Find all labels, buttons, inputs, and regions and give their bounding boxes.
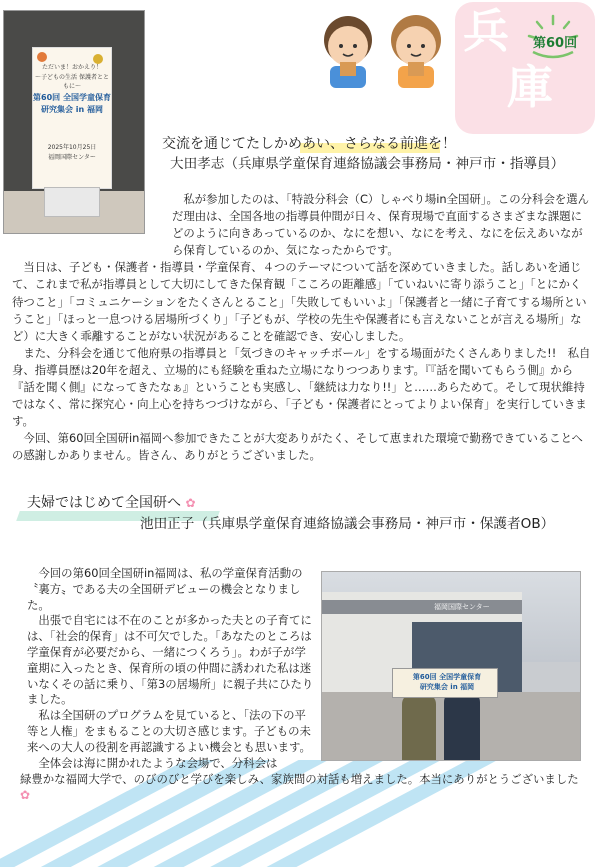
section1-author: 大田孝志（兵庫県学童保育連絡協議会事務局・神戸市・指導員） [170, 156, 565, 172]
paragraph: 今回、第60回全国研in福岡へ参加できたことが大変ありがたく、そして恵まれた環境で勤務できていることへの感謝しかありません。皆さん、ありがとうございました。 [12, 431, 583, 463]
building-band [322, 600, 522, 614]
section2-closing [20, 772, 580, 804]
poster-line: ただいま！おかえり！ [41, 64, 102, 71]
banner-line: 第60回 全国学童保育 [412, 673, 482, 681]
section2-title-text: 夫婦ではじめて全国研へ [27, 495, 181, 511]
badge-kanji-top: 兵 [463, 4, 509, 58]
paragraph: 今回の第60回全国研in福岡は、私の学童保育活動の〝裏方〟である夫の全国研デビューの機会となりました。 [27, 566, 303, 612]
poster-line: ～子どもの生活 保護者とともに～ [35, 74, 109, 90]
person-left [402, 694, 436, 760]
section2-title [27, 492, 196, 512]
children-illustration-icon [308, 10, 458, 90]
badge-edition: 第60回 [533, 36, 578, 51]
paragraph: 当日は、子ども・保護者・指導員・学童保育、４つのテーマについて話を深めていきました。話しあいを通じて、これまで私が指導員として大切にしてきた保育観「こころの距離感」「ていねいに寄り添うこと」「とにかく待つこと」「コミュニケーションをたくさんとること」「失敗してもいいよ」「保護者と一緒に子育てする場所ということ」「ほっと一息つける居場所づくり」「子どもが、学校の先生や保護者にも言えないことが言える場所」など）に大きく乖離することがない状況があることを確認でき、安心しました。 [12, 260, 587, 343]
poster-line: 福岡国際センター [48, 154, 96, 161]
closing-text: 緑豊かな福岡大学で、のびのびと学びを楽しみ、家族間の対話も増えました。本当にありがとうございました [20, 772, 579, 786]
conference-banner [392, 668, 498, 698]
prefecture-badge [455, 2, 595, 134]
section1-body [12, 191, 592, 465]
building-sign: 福岡国際センター [434, 603, 490, 611]
badge-kanji-bottom: 庫 [507, 60, 553, 114]
paragraph: 出張で自宅には不在のことが多かった夫との子育てには、「社会的保育」は不可欠でした。「あなたのところは学童保育が必要だから、一緒につくろう」。わが子が学童期に入ったとき、保育所の頃の仲間に誘われた私は迷いなくその話に乗り、「第3の居場所」に親子共にひたりました。 [27, 613, 314, 707]
section2-body [27, 566, 317, 771]
conference-poster [32, 47, 112, 189]
person-right [444, 692, 480, 760]
section2-author: 池田正子（兵庫県学童保育連絡協議会事務局・神戸市・保護者OB） [140, 516, 555, 532]
poster-line: 第60回 全国学童保育 [33, 93, 111, 102]
poster-line: 2025年10月25日 [47, 144, 97, 151]
paragraph: また、分科会を通じて他府県の指導員と「気づきのキャッチボール」をする場面がたくさんありました!! 私自身、指導員歴は20年を超え、立場的にも経験を重ねた立場になりつつあります。『『話を聞いてもらう側』から『話を聞く側』になってきたなぁ』ということも実感し、「継続は力なり!!」と……あらためて。そして現状維持ではなく、常に探究心・向上心を持ちつづけながら、「子ども・保護者にとってよりよい保育」を実行していきます。 [12, 345, 591, 429]
paragraph: 私は全国研のプログラムを見ていると、「法の下の平等と人権」をまもることの大切さ感じます。子どもの未来への大人の役割を再認識するよい機会とも思います。 [27, 708, 311, 754]
section1-title: 交流を通じてたしかめあい、さらなる前進を！ [162, 136, 456, 152]
flower-icon: ✿ [185, 496, 196, 510]
couple-photo [321, 571, 581, 761]
flower-icon: ✿ [20, 787, 31, 802]
paragraph: 全体会は海に開かれたような会場で、分科会は [38, 755, 278, 770]
poster-line: 研究集会 in 福岡 [40, 105, 103, 114]
banner-line: 研究集会 in 福岡 [419, 683, 475, 691]
paragraph: 私が参加したのは、「特設分科会（C）しゃべり場in全国研」。この分科会を選んだ理由は、全国各地の指導員仲間が日々、保育現場で直面するさまざまな課題にどのように向きあっているのか、なにを想い、なにを考え、なにを伝えあいながら保育しているのか、気になったからです。 [172, 192, 590, 258]
